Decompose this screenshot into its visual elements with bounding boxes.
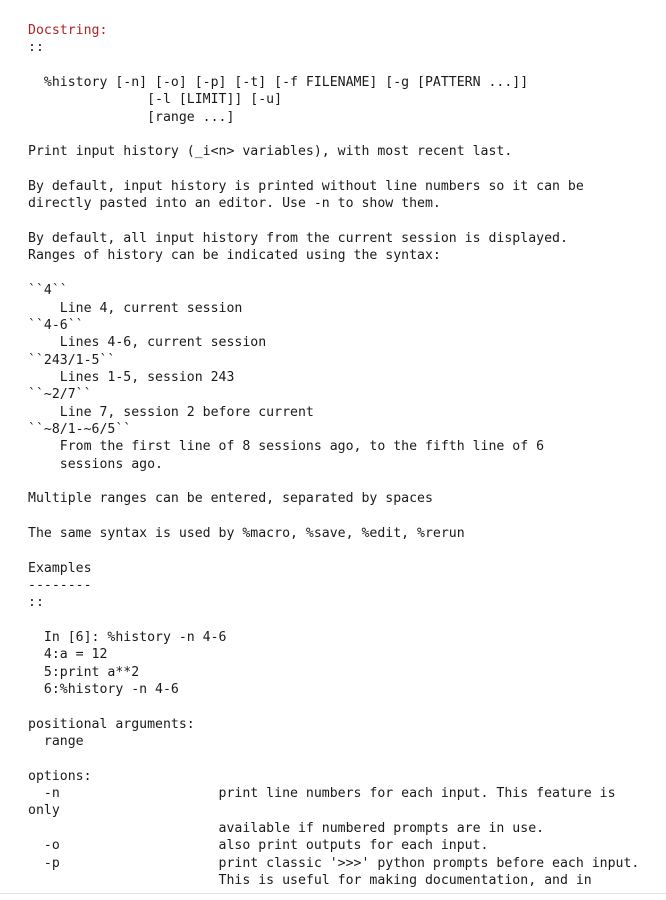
docstring-line bbox=[28, 473, 639, 490]
docstring-line bbox=[28, 612, 639, 629]
docstring-line bbox=[28, 542, 639, 559]
docstring-text-block bbox=[28, 22, 639, 889]
docstring-line: [-l [LIMIT]] [-u] bbox=[28, 92, 283, 108]
docstring-line: %history [-n] [-o] [-p] [-t] [-f FILENAME] [-g [PATTERN ...]] bbox=[28, 75, 529, 91]
docstring-line: Lines 1-5, session 243 bbox=[28, 369, 235, 385]
docstring-line bbox=[28, 265, 639, 282]
docstring-line: options: bbox=[28, 768, 92, 784]
docstring-line: Multiple ranges can be entered, separated by spaces bbox=[28, 491, 433, 507]
docstring-line: The same syntax is used by %macro, %save, %edit, %rerun bbox=[28, 525, 465, 541]
docstring-line: -o also print outputs for each input. bbox=[28, 838, 489, 854]
docstring-line: From the first line of 8 sessions ago, to the fifth line of 6 bbox=[28, 439, 545, 455]
docstring-line: positional arguments: bbox=[28, 716, 195, 732]
docstring-line: :: bbox=[28, 40, 44, 56]
docstring-line: By default, all input history from the current session is displayed. bbox=[28, 231, 568, 247]
docstring-line: Examples bbox=[28, 560, 92, 576]
docstring-line: -p print classic '>>>' python prompts before each input. bbox=[28, 855, 640, 871]
docstring-line: By default, input history is printed without line numbers so it can be bbox=[28, 179, 584, 195]
docstring-line bbox=[28, 508, 639, 525]
docstring-line: ``~2/7`` bbox=[28, 387, 92, 403]
docstring-line: 6:%history -n 4-6 bbox=[28, 682, 179, 698]
docstring-line bbox=[28, 161, 639, 178]
docstring-line: Lines 4-6, current session bbox=[28, 335, 267, 351]
docstring-line: In [6]: %history -n 4-6 bbox=[28, 630, 227, 646]
docstring-line bbox=[28, 126, 639, 143]
docstring-line bbox=[28, 213, 639, 230]
docstring-header: Docstring: bbox=[28, 23, 108, 38]
docstring-line: -n print line numbers for each input. This feature is bbox=[28, 786, 616, 802]
docstring-line bbox=[28, 698, 639, 715]
docstring-line: Line 4, current session bbox=[28, 300, 243, 316]
docstring-line: ``4`` bbox=[28, 283, 68, 299]
docstring-line: Print input history (_i<n> variables), with most recent last. bbox=[28, 144, 513, 160]
docstring-line: :: bbox=[28, 595, 44, 611]
docstring-line: 5:print a**2 bbox=[28, 664, 140, 680]
docstring-line: range bbox=[28, 734, 84, 750]
docstring-line: Ranges of history can be indicated using the syntax: bbox=[28, 248, 441, 264]
docstring-line: [range ...] bbox=[28, 109, 235, 125]
docstring-line: ``~8/1-~6/5`` bbox=[28, 421, 132, 437]
docstring-line: -------- bbox=[28, 578, 92, 593]
docstring-line bbox=[28, 57, 639, 74]
docstring-line: ``243/1-5`` bbox=[28, 352, 116, 368]
docstring-line bbox=[28, 750, 639, 767]
docstring-line: available if numbered prompts are in use. bbox=[28, 820, 545, 836]
docstring-line: 4:a = 12 bbox=[28, 647, 108, 663]
docstring-line: ``4-6`` bbox=[28, 317, 84, 333]
docstring-line: Line 7, session 2 before current bbox=[28, 404, 314, 420]
docstring-line: This is useful for making documentation, and in bbox=[28, 872, 592, 888]
pane-bottom-strip bbox=[0, 894, 666, 900]
docstring-line: sessions ago. bbox=[28, 456, 163, 472]
docstring-line: only bbox=[28, 803, 60, 819]
docstring-line: directly pasted into an editor. Use -n to show them. bbox=[28, 196, 441, 212]
